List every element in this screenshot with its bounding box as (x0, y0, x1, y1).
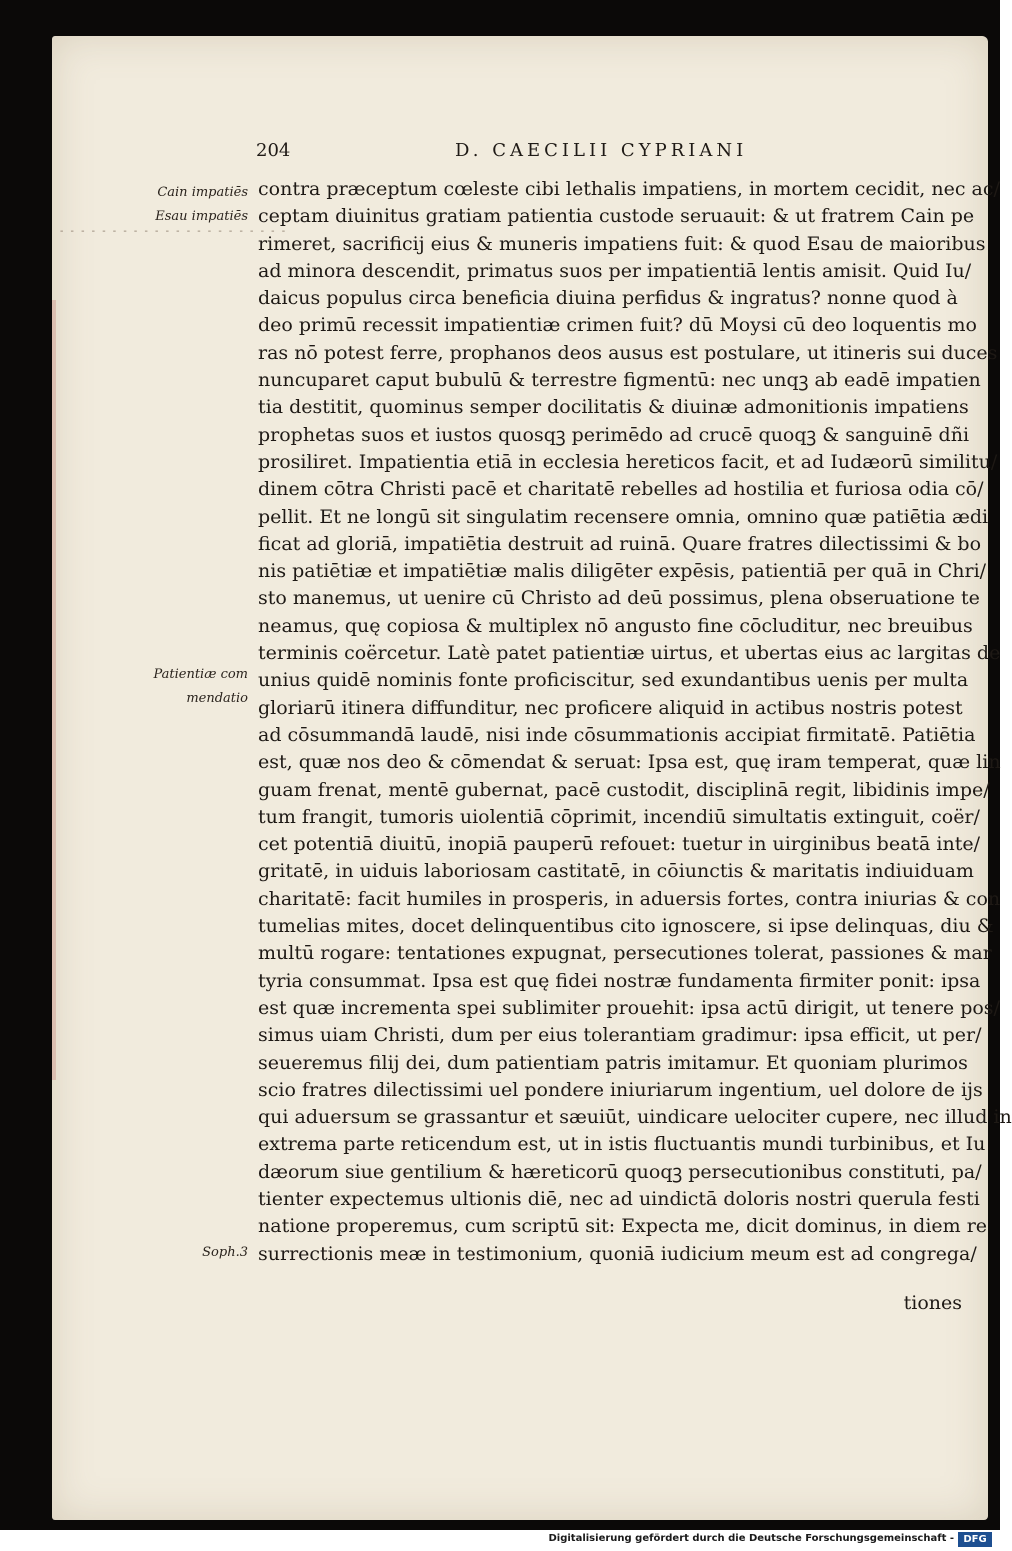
text-line: deo primū recessit impatientiæ crimen fuit? dū Moysi cū deo loquentis mo (258, 314, 977, 337)
text-line: ceptam diuinitus gratiam patientia custode seruauit: & ut fratrem Cain pe (258, 205, 975, 228)
text-line: sto manemus, ut uenire cū Christo ad deū possimus, plena obseruatione te (258, 587, 980, 610)
text-line: dinem cōtra Christi pacē et charitatē rebelles ad hostilia et furiosa odia cō/ (258, 478, 984, 501)
text-line: contra præceptum cœleste cibi lethalis impatiens, in mortem cecidit, nec ac/ (258, 178, 1000, 200)
text-line: ras nō potest ferre, prophanos deos ausus est postulare, ut itineris sui duces (258, 341, 998, 364)
margin-note-patientiae: Patientiæ com (153, 667, 248, 682)
body-text (258, 176, 1012, 1268)
text-line: tumelias mites, docet delinquentibus cito ignoscere, si ipse delinquas, diu & (258, 915, 994, 938)
text-line: multū rogare: tentationes expugnat, persecutiones tolerat, passiones & mar (258, 942, 992, 965)
text-line: prophetas suos et iustos quosqꝫ perimēdo ad crucē quoqꝫ & sanguinē dñi (258, 423, 970, 446)
text-line: seueremus filij dei, dum patientiam patris imitamur. Et quoniam plurimos (258, 1051, 968, 1074)
catchword: tiones (903, 1292, 962, 1314)
text-line: est, quæ nos deo & cōmendat & seruat: Ipsa est, quę iram temperat, quæ lin (258, 751, 1001, 774)
page-stain (52, 300, 56, 1080)
text-line: unius quidē nominis fonte proficiscitur, sed exundantibus uenis per multa (258, 669, 969, 692)
text-line: surrectionis meæ in testimonium, quoniā iudicium meum est ad congrega/ (258, 1242, 977, 1265)
margin-note-esau: Esau impatiēs (155, 209, 248, 224)
text-line: guam frenat, mentē gubernat, pacē custodit, disciplinā regit, libidinis impe/ (258, 778, 990, 801)
header-title: D. CAECILII CYPRIANI (455, 140, 748, 161)
text-line: dæorum siue gentilium & hæreticorū quoqꝫ persecutionibus constituti, pa/ (258, 1160, 982, 1183)
text-line: daicus populus circa beneficia diuina perfidus & ingratus? nonne quod à (258, 287, 958, 310)
running-head (0, 140, 1000, 170)
text-line: nuncuparet caput bubulū & terrestre figmentū: nec unqꝫ ab eadē impatien (258, 369, 981, 392)
margin-note-cain: Cain impatiēs (157, 185, 248, 200)
text-line: terminis coërcetur. Latè patet patientiæ uirtus, et ubertas eius ac largitas de (258, 642, 1001, 665)
ink-dash-mark: - - - - - - - - - - - - - - - - - - - - - - (60, 226, 288, 237)
page-number: 204 (256, 140, 291, 161)
text-line: tyria consummat. Ipsa est quę fidei nostræ fundamenta firmiter ponit: ipsa (258, 969, 981, 992)
text-line: rimeret, sacrificij eius & muneris impatiens fuit: & quod Esau de maioribus (258, 232, 986, 255)
text-line: pellit. Et ne longū sit singulatim recensere omnia, omnino quæ patiētia ædi (258, 505, 989, 528)
text-line: ad cōsummandā laudē, nisi inde cōsummationis accipiat firmitatē. Patiētia (258, 723, 976, 746)
text-line: tienter expectemus ultionis diē, nec ad uindictā doloris nostri querula festi (258, 1187, 980, 1210)
text-line: gritatē, in uiduis laboriosam castitatē, in cōiunctis & maritatis indiuiduam (258, 860, 974, 883)
footer-bar (0, 1530, 1000, 1551)
text-line: nis patiētiæ et impatiētiæ malis diligēter expēsis, patientiā per quā in Chri/ (258, 560, 987, 583)
text-line: tia destitit, quominus semper docilitatis & diuinæ admonitionis impatiens (258, 396, 969, 419)
text-line: prosiliret. Impatientia etiā in ecclesia hereticos facit, et ad Iudæorū similitu/ (258, 450, 998, 473)
text-line: est quæ incrementa spei sublimiter prouehit: ipsa actū dirigit, ut tenere pos/ (258, 996, 1000, 1019)
text-line: natione properemus, cum scriptū sit: Expecta me, dicit dominus, in diem re (258, 1215, 988, 1238)
text-line: extrema parte reticendum est, ut in istis fluctuantis mundi turbinibus, et Iu (258, 1133, 986, 1156)
margin-note-soph: Soph.3 (202, 1245, 248, 1260)
text-line: tum frangit, tumoris uiolentiā cōprimit, incendiū simultatis extinguit, coër/ (258, 805, 980, 828)
text-line: cet potentiā diuitū, inopiā pauperū refouet: tuetur in uirginibus beatā inte/ (258, 833, 980, 856)
text-line: scio fratres dilectissimi uel pondere iniuriarum ingentium, uel dolore de ijs (258, 1078, 983, 1101)
text-line: gloriarū itinera diffunditur, nec proficere aliquid in actibus nostris potest (258, 696, 963, 719)
text-line: charitatē: facit humiles in prosperis, in aduersis fortes, contra iniurias & con (258, 887, 1001, 910)
footer-credit: Digitalisierung gefördert durch die Deutsche Forschungsgemeinschaft - (548, 1533, 954, 1544)
text-line: ad minora descendit, primatus suos per impatientiā lentis amisit. Quid Iu/ (258, 259, 972, 282)
text-line: neamus, quę copiosa & multiplex nō angusto fine cōcluditur, nec breuibus (258, 614, 973, 637)
text-line: qui aduersum se grassantur et sæuiūt, uindicare uelociter cupere, nec illud in (258, 1106, 1012, 1129)
text-line: simus uiam Christi, dum per eius tolerantiam gradimur: ipsa efficit, ut per/ (258, 1024, 982, 1047)
text-line: ficat ad gloriā, impatiētia destruit ad ruinā. Quare fratres dilectissimi & bo (258, 532, 982, 555)
dfg-logo-icon: DFG (958, 1532, 992, 1547)
margin-note-commendatio: mendatio (186, 691, 248, 706)
